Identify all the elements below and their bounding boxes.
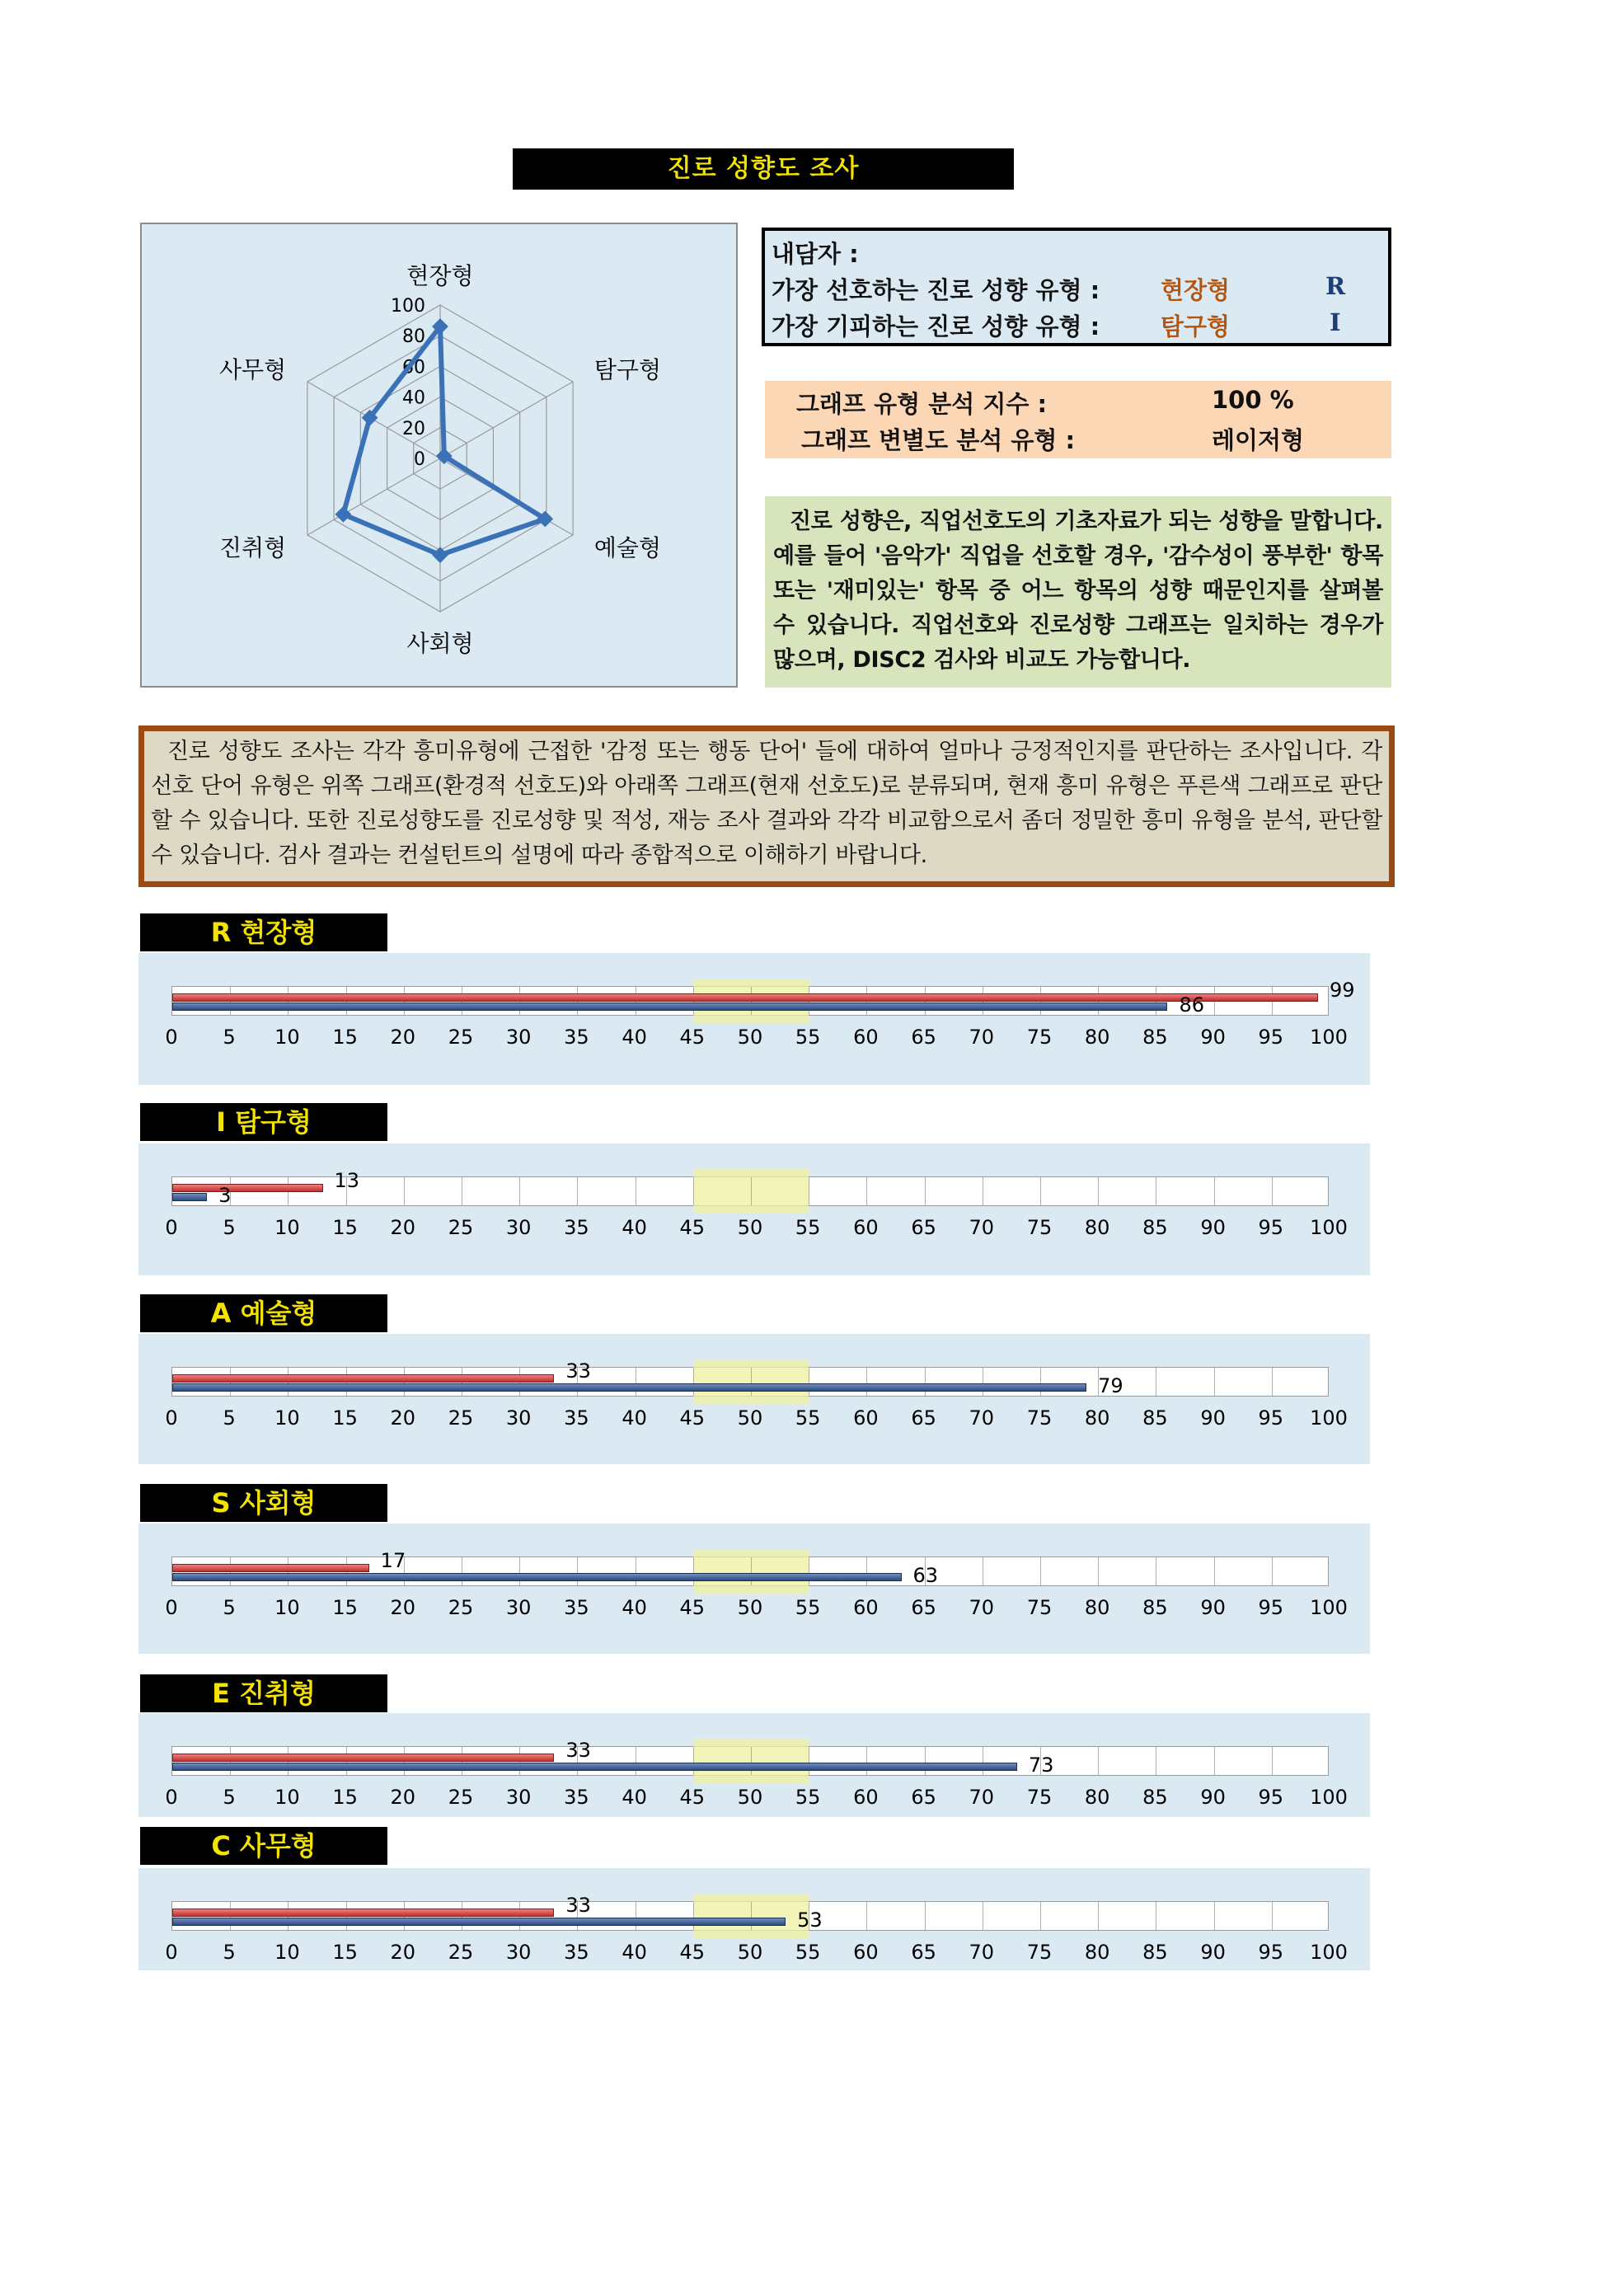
gridline <box>1272 1557 1273 1585</box>
x-tick-label: 25 <box>448 1406 474 1430</box>
x-tick-label: 90 <box>1200 1941 1226 1964</box>
environment-preference-bar <box>172 1754 554 1762</box>
x-tick-label: 55 <box>795 1941 821 1964</box>
x-tick-label: 40 <box>622 1596 647 1619</box>
x-tick-label: 5 <box>223 1216 236 1239</box>
index-value: 100 % <box>1212 386 1294 414</box>
radar-axis-label: 진취형 <box>218 533 287 561</box>
x-tick-label: 95 <box>1258 1941 1284 1964</box>
category-label: C 사무형 <box>140 1827 387 1865</box>
radar-point <box>335 506 352 523</box>
category-label: R 현장형 <box>140 913 387 951</box>
radar-axis-label: 예술형 <box>593 533 662 561</box>
x-tick-label: 60 <box>853 1026 879 1049</box>
x-tick-label: 65 <box>911 1596 936 1619</box>
current-value-label: 53 <box>797 1909 823 1932</box>
environment-preference-bar <box>172 1564 369 1572</box>
x-tick-label: 45 <box>679 1406 706 1430</box>
x-tick-label: 75 <box>1026 1216 1053 1239</box>
avoid-code: I <box>1330 308 1341 336</box>
x-tick-label: 40 <box>622 1216 647 1239</box>
x-tick-label: 25 <box>448 1786 474 1809</box>
x-tick-label: 40 <box>622 1941 647 1964</box>
x-tick-label: 70 <box>969 1596 995 1619</box>
x-tick-label: 0 <box>165 1596 178 1619</box>
radar-svg <box>142 224 739 689</box>
gridline <box>1214 1177 1215 1205</box>
gridline <box>1098 1902 1099 1930</box>
x-tick-label: 95 <box>1258 1216 1284 1239</box>
x-tick-label: 90 <box>1200 1596 1226 1619</box>
x-tick-label: 60 <box>853 1596 879 1619</box>
x-tick-label: 90 <box>1200 1216 1226 1239</box>
environment-value-label: 33 <box>565 1739 591 1762</box>
x-tick-label: 10 <box>274 1216 300 1239</box>
gridline <box>1098 1557 1099 1585</box>
gridline <box>693 1177 694 1205</box>
x-tick-label: 100 <box>1310 1216 1348 1239</box>
bar-plot-area <box>171 1359 1329 1397</box>
x-tick-label: 80 <box>1084 1406 1110 1430</box>
environment-value-label: 13 <box>334 1169 360 1192</box>
x-tick-label: 95 <box>1258 1026 1284 1049</box>
explanation-box <box>765 496 1391 688</box>
x-tick-label: 0 <box>165 1406 178 1430</box>
current-preference-bar <box>172 1763 1017 1771</box>
description-text: 진로 성향도 조사는 각각 흥미유형에 근접한 '감정 또는 행동 단어' 들에 대하여 얼마나 긍정적인지를 판단하는 조사입니다. 각 선호 단어 유형은 위쪽 그래프(환경적 선호도)와 아래쪽 그래프(현재 선호도)로 분류되며, 현재 흥미 유형은 푸른색 그래프로 판단할 수 있습니다. 또한 진로성향도를 진로성향 및 적성, 재능 조사 결과와 각각 비교함으로서 좀더 정밀한 흥미 유형을 분석, 판단할 수 있습니다. 검사 결과는 컨설턴트의 설명에 따라 종합적으로 이해하기 바랍니다. <box>151 739 1382 868</box>
x-tick-label: 25 <box>448 1216 474 1239</box>
gridline <box>1214 1902 1215 1930</box>
x-tick-label: 45 <box>679 1941 706 1964</box>
bar-plot-area <box>171 1549 1329 1587</box>
current-preference-bar <box>172 1002 1167 1011</box>
x-tick-label: 0 <box>165 1216 178 1239</box>
x-tick-label: 10 <box>274 1941 300 1964</box>
x-tick-label: 45 <box>679 1026 706 1049</box>
current-value-label: 86 <box>1179 993 1204 1017</box>
x-tick-label: 70 <box>969 1406 995 1430</box>
x-tick-label: 50 <box>737 1026 763 1049</box>
gridline <box>1214 1747 1215 1775</box>
gridline <box>1040 1177 1041 1205</box>
radar-tick-label: 80 <box>402 326 425 348</box>
x-tick-label: 60 <box>853 1216 879 1239</box>
x-tick-label: 10 <box>274 1596 300 1619</box>
radar-tick-label: 40 <box>402 387 425 409</box>
radar-series <box>343 326 545 555</box>
x-tick-label: 55 <box>795 1026 821 1049</box>
current-preference-bar <box>172 1383 1086 1392</box>
x-tick-label: 20 <box>390 1026 416 1049</box>
x-tick-label: 100 <box>1310 1406 1348 1430</box>
x-tick-label: 50 <box>737 1596 763 1619</box>
gridline <box>1098 1177 1099 1205</box>
gridline <box>1272 1177 1273 1205</box>
category-label: I 탐구형 <box>140 1103 387 1141</box>
x-tick-label: 65 <box>911 1406 936 1430</box>
x-tick-label: 60 <box>853 1406 879 1430</box>
x-tick-label: 65 <box>911 1786 936 1809</box>
index-label: 그래프 유형 분석 지수 : <box>796 390 1048 418</box>
gridline <box>925 1177 926 1205</box>
category-label: E 진취형 <box>140 1674 387 1712</box>
respondent-label: 내담자 : <box>772 240 859 268</box>
x-tick-label: 10 <box>274 1026 300 1049</box>
type-value: 레이저형 <box>1212 426 1305 454</box>
environment-preference-bar <box>172 993 1318 1002</box>
x-tick-label: 0 <box>165 1026 178 1049</box>
x-tick-label: 95 <box>1258 1406 1284 1430</box>
x-tick-label: 15 <box>332 1596 358 1619</box>
bar-chart-panel <box>138 1143 1370 1275</box>
radar-tick-label: 60 <box>402 357 425 378</box>
bar-chart-panel <box>138 953 1370 1085</box>
analysis-box <box>765 381 1391 458</box>
x-tick-label: 95 <box>1258 1786 1284 1809</box>
radar-axis-label: 현장형 <box>406 262 474 290</box>
current-value-label: 79 <box>1098 1374 1123 1397</box>
gridline <box>1098 1747 1099 1775</box>
gridline <box>1272 1902 1273 1930</box>
x-tick-label: 55 <box>795 1786 821 1809</box>
x-tick-label: 5 <box>223 1406 236 1430</box>
x-tick-label: 90 <box>1200 1786 1226 1809</box>
radar-axis-label: 사회형 <box>406 629 474 657</box>
x-tick-label: 35 <box>564 1216 589 1239</box>
radar-axis-label: 사무형 <box>218 356 287 384</box>
x-tick-label: 50 <box>737 1786 763 1809</box>
environment-preference-bar <box>172 1184 323 1192</box>
x-tick-label: 70 <box>969 1026 995 1049</box>
x-tick-label: 90 <box>1200 1026 1226 1049</box>
x-tick-label: 40 <box>622 1406 647 1430</box>
x-tick-label: 45 <box>679 1216 706 1239</box>
gridline <box>404 1177 405 1205</box>
x-tick-label: 25 <box>448 1941 474 1964</box>
radar-chart <box>140 223 738 688</box>
gridline <box>1040 1902 1041 1930</box>
x-tick-label: 35 <box>564 1941 589 1964</box>
x-tick-label: 80 <box>1084 1216 1110 1239</box>
prefer-value: 현장형 <box>1161 276 1231 304</box>
x-tick-label: 70 <box>969 1786 995 1809</box>
x-tick-label: 5 <box>223 1026 236 1049</box>
x-tick-label: 35 <box>564 1406 589 1430</box>
x-tick-label: 55 <box>795 1406 821 1430</box>
x-tick-label: 5 <box>223 1941 236 1964</box>
gridline <box>1040 1557 1041 1585</box>
gridline <box>519 1177 520 1205</box>
x-tick-label: 15 <box>332 1941 358 1964</box>
x-tick-label: 40 <box>622 1786 647 1809</box>
bar-chart-panel <box>138 1868 1370 1970</box>
x-tick-label: 85 <box>1142 1941 1168 1964</box>
current-preference-bar <box>172 1573 902 1581</box>
gridline <box>1272 1747 1273 1775</box>
gridline <box>1214 1368 1215 1396</box>
environment-preference-bar <box>172 1374 554 1383</box>
x-tick-label: 5 <box>223 1786 236 1809</box>
avoid-value: 탐구형 <box>1161 312 1231 340</box>
x-tick-label: 25 <box>448 1596 474 1619</box>
x-tick-label: 85 <box>1142 1216 1168 1239</box>
gridline <box>866 1177 867 1205</box>
radar-tick-label: 20 <box>402 418 425 439</box>
bar-plot-area <box>171 1169 1329 1207</box>
radar-axis-label: 탐구형 <box>593 356 662 384</box>
environment-value-label: 33 <box>565 1359 591 1383</box>
x-tick-label: 95 <box>1258 1596 1284 1619</box>
bar-plot-area <box>171 979 1355 1017</box>
x-tick-label: 80 <box>1084 1596 1110 1619</box>
x-tick-label: 65 <box>911 1026 936 1049</box>
x-tick-label: 40 <box>622 1026 647 1049</box>
current-value-label: 63 <box>912 1564 939 1587</box>
x-tick-label: 100 <box>1310 1941 1348 1964</box>
x-tick-label: 75 <box>1026 1596 1053 1619</box>
gridline <box>866 1902 867 1930</box>
gridline <box>751 1177 752 1205</box>
x-tick-label: 25 <box>448 1026 474 1049</box>
gridline <box>925 1902 926 1930</box>
type-label: 그래프 변별도 분석 유형 : <box>801 426 1076 454</box>
x-tick-label: 0 <box>165 1786 178 1809</box>
page-title: 진로 성향도 조사 <box>513 148 1014 190</box>
x-tick-label: 75 <box>1026 1026 1053 1049</box>
category-label: A 예술형 <box>140 1294 387 1332</box>
x-tick-label: 75 <box>1026 1941 1053 1964</box>
x-tick-label: 15 <box>332 1216 358 1239</box>
bar-plot-area <box>171 1894 1329 1932</box>
x-tick-label: 55 <box>795 1216 821 1239</box>
x-tick-label: 35 <box>564 1596 589 1619</box>
x-tick-label: 80 <box>1084 1786 1110 1809</box>
radar-tick-label: 0 <box>414 449 425 470</box>
environment-preference-bar <box>172 1909 554 1917</box>
x-tick-label: 80 <box>1084 1026 1110 1049</box>
x-tick-label: 45 <box>679 1786 706 1809</box>
environment-value-label: 99 <box>1329 979 1355 1002</box>
x-tick-label: 15 <box>332 1786 358 1809</box>
gridline <box>1272 1368 1273 1396</box>
prefer-label: 가장 선호하는 진로 성향 유형 : <box>772 276 1100 304</box>
bar-plot-area <box>171 1739 1329 1777</box>
x-tick-label: 70 <box>969 1216 995 1239</box>
x-tick-label: 50 <box>737 1406 763 1430</box>
radar-spoke <box>440 382 573 458</box>
x-tick-label: 30 <box>505 1596 532 1619</box>
x-tick-label: 85 <box>1142 1786 1168 1809</box>
x-tick-label: 65 <box>911 1216 936 1239</box>
category-label: S 사회형 <box>140 1484 387 1522</box>
current-value-label: 73 <box>1028 1754 1054 1777</box>
description-box <box>138 725 1395 887</box>
current-value-label: 3 <box>218 1184 232 1207</box>
gridline <box>577 1177 578 1205</box>
x-tick-label: 90 <box>1200 1406 1226 1430</box>
x-tick-label: 5 <box>223 1596 236 1619</box>
x-tick-label: 30 <box>505 1026 532 1049</box>
x-tick-label: 60 <box>853 1786 879 1809</box>
x-tick-label: 15 <box>332 1406 358 1430</box>
x-tick-label: 75 <box>1026 1406 1053 1430</box>
bar-chart-panel <box>138 1524 1370 1654</box>
x-tick-label: 35 <box>564 1786 589 1809</box>
radar-point <box>432 547 448 563</box>
x-tick-label: 100 <box>1310 1596 1348 1619</box>
x-tick-label: 30 <box>505 1786 532 1809</box>
x-tick-label: 85 <box>1142 1596 1168 1619</box>
bar-chart-panel <box>138 1713 1370 1817</box>
x-tick-label: 60 <box>853 1941 879 1964</box>
x-tick-label: 50 <box>737 1216 763 1239</box>
x-tick-label: 85 <box>1142 1406 1168 1430</box>
x-tick-label: 20 <box>390 1216 416 1239</box>
result-summary-box <box>762 228 1391 346</box>
x-tick-label: 30 <box>505 1406 532 1430</box>
radar-tick-label: 100 <box>391 296 425 317</box>
x-tick-label: 50 <box>737 1941 763 1964</box>
x-tick-label: 55 <box>795 1596 821 1619</box>
x-tick-label: 10 <box>274 1406 300 1430</box>
current-preference-bar <box>172 1193 207 1201</box>
x-tick-label: 65 <box>911 1941 936 1964</box>
x-tick-label: 45 <box>679 1596 706 1619</box>
x-tick-label: 10 <box>274 1786 300 1809</box>
x-tick-label: 20 <box>390 1786 416 1809</box>
x-tick-label: 85 <box>1142 1026 1168 1049</box>
x-tick-label: 80 <box>1084 1941 1110 1964</box>
environment-value-label: 17 <box>380 1549 406 1572</box>
x-tick-label: 70 <box>969 1941 995 1964</box>
gridline <box>1214 1557 1215 1585</box>
x-tick-label: 100 <box>1310 1026 1348 1049</box>
x-tick-label: 15 <box>332 1026 358 1049</box>
x-tick-label: 75 <box>1026 1786 1053 1809</box>
x-tick-label: 20 <box>390 1406 416 1430</box>
prefer-code: R <box>1325 272 1346 300</box>
x-tick-label: 20 <box>390 1596 416 1619</box>
bar-chart-panel <box>138 1334 1370 1464</box>
x-tick-label: 30 <box>505 1216 532 1239</box>
x-tick-label: 0 <box>165 1941 178 1964</box>
current-preference-bar <box>172 1918 786 1926</box>
explanation-text: 진로 성향은, 직업선호도의 기초자료가 되는 성향을 말합니다. 예를 들어 '음악가' 직업을 선호할 경우, '감수성이 풍부한' 항목 또는 '재미있는' 항목 중 어느 항목의 성향 때문인지를 살펴볼 수 있습니다. 직업선호와 진로성향 그래프는 일치하는 경우가 많으며, DISC2 검사와 비교도 가능합니다. <box>773 509 1383 673</box>
x-tick-label: 35 <box>564 1026 589 1049</box>
x-tick-label: 20 <box>390 1941 416 1964</box>
x-tick-label: 100 <box>1310 1786 1348 1809</box>
avoid-label: 가장 기피하는 진로 성향 유형 : <box>772 312 1100 340</box>
x-tick-label: 30 <box>505 1941 532 1964</box>
environment-value-label: 33 <box>565 1894 591 1917</box>
